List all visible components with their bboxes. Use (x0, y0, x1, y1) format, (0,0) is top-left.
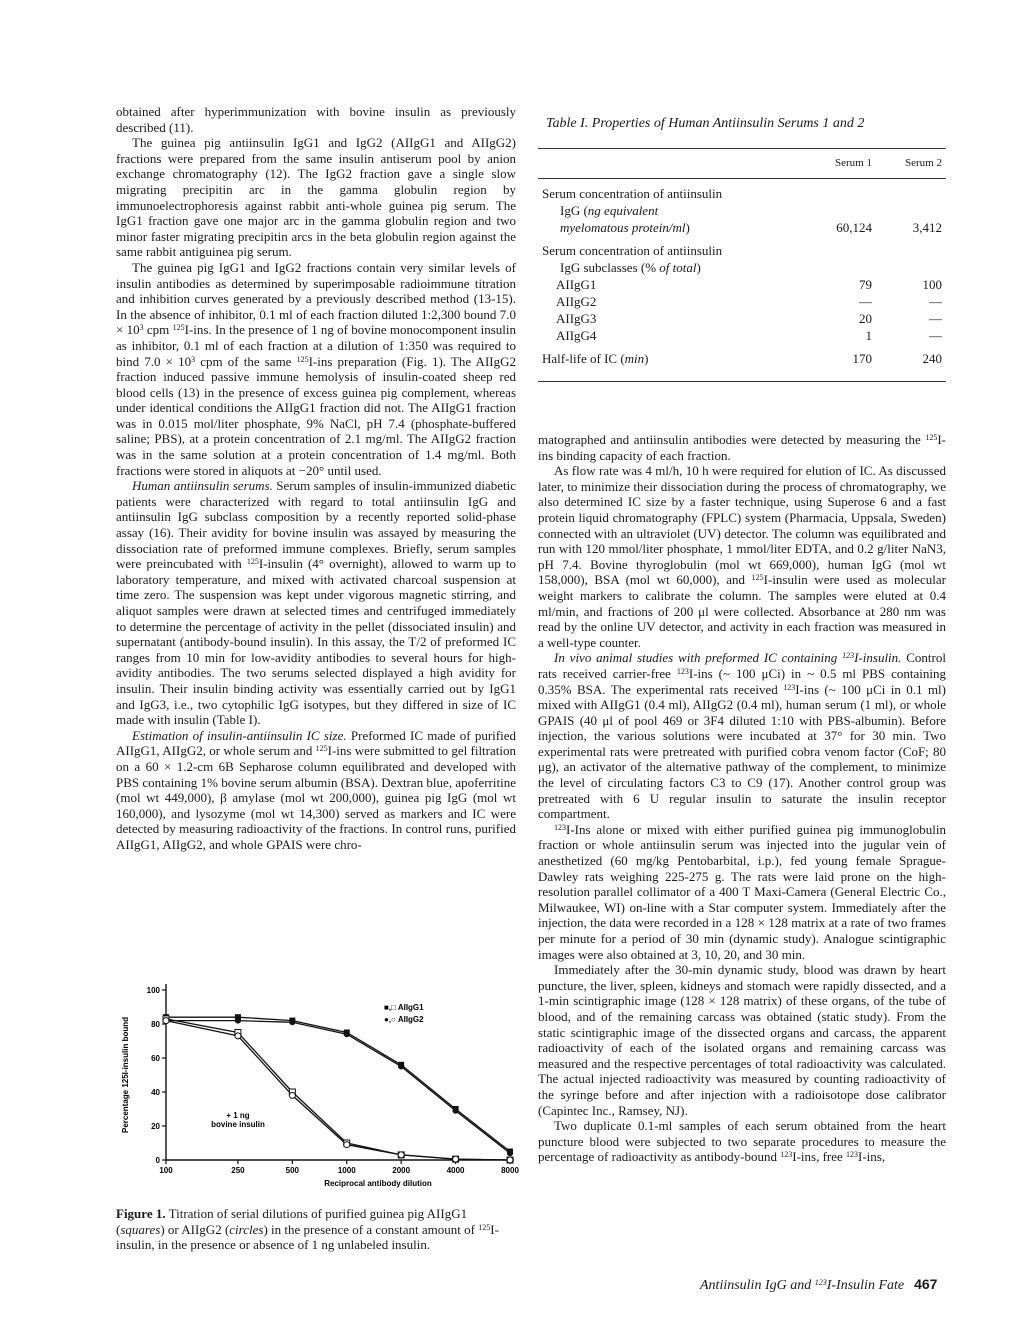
x-tick-label: 1000 (337, 1166, 356, 1175)
y-tick-label: 40 (151, 1088, 160, 1097)
chart-labels (121, 986, 519, 1188)
paragraph: Two duplicate 0.1-ml samples of each serum obtained from the heart puncture blood were subjected to two separate procedures to measure the percentage of radioactivity as antibody-bound $^{123}$I-ins, free $^{123}$I-ins, (538, 1118, 946, 1165)
data-point-circle (507, 1157, 513, 1163)
paragraph: $^{123}$I-Ins alone or mixed with either purified guinea pig immunoglobulin fraction or whole antiinsulin serum was injected into the jugular vein of anesthetized (60 mg/kg Pentobarbital, i.p.), fed young female Sprague-Dawley rats weighing 225-275 g. The rats were laid prone on the high-resolution parallel collimator of a 400 T Maxi-Camera (General Electric Co., Milwaukee, WI) on-line with a Star computer system. Immediately after the injection, the data were recorded in a 128 × 128 matrix at a rate of two frames per minute for a period of 30 min (dynamic study). Analogue scintigraphic images were also obtained at 3, 10, 20, and 30 min. (538, 821, 946, 962)
y-tick-label: 60 (151, 1054, 160, 1063)
running-footer (700, 1276, 937, 1294)
y-tick-label: 0 (155, 1156, 160, 1165)
series-line (166, 1021, 510, 1160)
legend-entry: ●,○ AIIgG2 (384, 1015, 424, 1024)
table-row: Serum concentration of antiinsulin IgG (ng equivalent myelomatous protein/ml) 60,124 3,412 (542, 186, 942, 235)
column-header: Serum 2 (905, 157, 942, 169)
x-tick-label: 4000 (446, 1166, 465, 1175)
data-point-circle (235, 1033, 241, 1039)
section-heading: In vivo animal studies with preformed IC containing $^{123}$I-insulin. (554, 650, 902, 666)
data-point-circle (344, 1031, 350, 1037)
y-tick-label: 80 (151, 1020, 160, 1029)
paragraph: Human antiinsulin serums. Serum samples of insulin-immunized diabetic patients were characterized with regard to total antiinsulin IgG and antiinsulin IgG subclass composition by a recently reported solid-phase assay (16). Their avidity for bovine insulin was assayed by measuring the dissociation rate of preformed immune complexes. Briefly, serum samples were preincubated with $^{125}$I-insulin (4° overnight), allowed to warm up to laboratory temperature, and mixed with activated charcoal suspension at time zero. The suspension was kept under vigorous magnetic stirring, and aliquot samples were drawn at selected times and centrifuged immediately to determine the percentage of activity in the pellet (dissociated insulin) and supernatant (antibody-bound insulin). In this assay, the T/2 of preformed IC ranges from 10 min for low-avidity antibodies to several hours for high-avidity antibodies. The two serums selected displayed a high avidity for insulin. Their insulin binding activity was essentially carried out by IgG1 and IgG3, i.e., two cytophilic IgG isotypes, but they differed in size of IC made with insulin (Table I). (116, 478, 516, 728)
annotation-text: + 1 ng (226, 1111, 250, 1120)
data-point-circle (235, 1018, 241, 1024)
x-tick-label: 250 (231, 1166, 245, 1175)
data-point-circle (453, 1108, 459, 1114)
section-heading: Human antiinsulin serums. (132, 478, 273, 494)
x-tick-label: 2000 (392, 1166, 411, 1175)
table-row: AIIgG3 20 — (556, 311, 942, 326)
paragraph: Estimation of insulin-antiinsulin IC size. Preformed IC made of purified AIIgG1, AIIgG2, or whole serum and $^{125}$I-ins were submitted to gel filtration on a 60 × 1.2-cm 6B Sepharose column equilibrated and developed with PBS containing 1% bovine serum albumin (BSA). Dextran blue, apoferritine (mol wt 449,000), β amylase (mol wt 200,000), guinea pig IgG (mol wt 160,000), and lysozyme (mol wt 14,300) served as markers and IC were detected by measuring radioactivity of the fractions. In control runs, purified AIIgG1, AIIgG2, and whole GPAIS were chro- (116, 727, 516, 852)
data-point-circle (289, 1092, 295, 1098)
x-axis-label: Reciprocal antibody dilution (324, 1179, 432, 1188)
table-1 (538, 116, 946, 382)
left-column (116, 104, 516, 853)
y-tick-label: 20 (151, 1122, 160, 1131)
paragraph: The guinea pig IgG1 and IgG2 fractions contain very similar levels of insulin antibodies as determined by superimposable radioimmune titration and inhibition curves generated by a previously described method (13-15). In the absence of inhibitor, 0.1 ml of each fraction diluted 1:2,300 bound $7.0 \times 10^3$ cpm $^{125}$I-ins. In the presence of 1 ng of bovine monocomponent insulin as inhibitor, 0.1 ml of each fraction at a dilution of 1:350 was required to bind $7.0 \times 10^3$ cpm of the same $^{125}$I-ins preparation (Fig. 1). The AIIgG2 fraction induced passive immune hemolysis of insulin-coated sheep red blood cells (13) in the presence of excess guinea pig complement, whereas under identical conditions the AIIgG1 fraction did not. The AIIgG1 fraction was in 0.015 mol/liter phosphate, 9% NaCl, pH 7.4 (phosphate-buffered saline; PBS), at a protein concentration of 2.1 mg/ml. The AIIgG2 fraction was in the same solution at a protein concentration of 1.4 mg/ml. Both fractions were stored in aliquots at −20° until used. (116, 259, 516, 478)
table-row: AIIgG1 79 100 (556, 277, 942, 292)
column-header: Serum 1 (835, 157, 872, 169)
titration-chart (116, 972, 520, 1202)
paragraph: The guinea pig antiinsulin IgG1 and IgG2 (AIIgG1 and AIIgG2) fractions were prepared from the same insulin antiserum pool by anion exchange chromatography (12). The IgG2 fraction gave a single slow migrating precipitin arc in the gamma globulin region by immunoelectrophoresis against rabbit anti-whole guinea pig serum. The IgG1 fraction gave one major arc in the gamma globulin region and two minor faster migrating precipitin arcs in the beta globulin region against the same rabbit antiguinea pig serum. (116, 135, 516, 260)
y-tick-label: 100 (146, 986, 160, 995)
paragraph: matographed and antiinsulin antibodies were detected by measuring the $^{125}$I-ins binding capacity of each fraction. (538, 432, 946, 463)
figure-caption: Figure 1. Titration of serial dilutions of purified guinea pig AIIgG1 (squares) or AIIgG2 (circles) in the presence of a constant amount of $^{125}$I-insulin, in the presence or absence of 1 ng unlabeled insulin. (116, 1206, 499, 1253)
paragraph: Immediately after the 30-min dynamic study, blood was drawn by heart puncture, the liver, spleen, kidneys and stomach were rapidly dissected, and a 1-min scintigraphic image (128 × 128 matrix) of these organs, of the tube of blood, and of the remaining carcass was obtained (static study). From the static scintigraphic image of the dissected organs and carcass, the apparent radioactivity of each of the isolated organs and remaining carcass was measured and the respective percentages of total radioactivity was calculated. The actual injected radioactivity was measured by counting radioactivity of the syringe before and after injection with a radioisotope dose calibrator (Capintec Inc., Ramsey, NJ). (538, 962, 946, 1118)
data-point-circle (344, 1142, 350, 1148)
x-tick-label: 8000 (501, 1166, 519, 1175)
annotation-text: bovine insulin (211, 1120, 265, 1129)
paragraph: obtained after hyperimmunization with bovine insulin as previously described (11). (116, 104, 516, 135)
table-row: Half-life of IC (min) 170 240 (542, 351, 942, 366)
data-point-circle (163, 1018, 169, 1024)
series-line (166, 1019, 510, 1160)
table-row: AIIgG2 — — (556, 294, 942, 309)
table-row: Serum concentration of antiinsulin IgG subclasses (% of total) (542, 243, 723, 275)
data-point-circle (398, 1064, 404, 1070)
table-caption: Table I. Properties of Human Antiinsulin Serums 1 and 2 (546, 116, 865, 131)
right-column (538, 432, 946, 1165)
data-point-circle (453, 1156, 459, 1162)
legend-entry: ■,□ AIIgG1 (384, 1003, 424, 1012)
paragraph: As flow rate was 4 ml/h, 10 h were required for elution of IC. As discussed later, to minimize their dissociation during the process of chromatography, we also determined IC size by a faster technique, using Superose 6 and a fast protein liquid chromatography (FPLC) system (Pharmacia, Uppsala, Sweden) connected with an ultraviolet (UV) detector. The column was equilibrated and run with 120 mmol/liter phosphate, 1 mmol/liter EDTA, and 0.2 g/liter NaN3, pH 7.4. Bovine thyroglobulin (mol wt 669,000), human IgG (mol wt 158,000), BSA (mol wt 60,000), and $^{125}$I-insulin were used as molecular weight markers to calibrate the column. The samples were eluted at 0.4 ml/min, and fractions of 200 μl were collected. Absorbance at 280 nm was read by the online UV detector, and activity in each fraction was measured in a well-type counter. (538, 463, 946, 650)
data-point-circle (398, 1152, 404, 1158)
figure-1-chart (116, 972, 520, 1202)
table-row: AIIgG4 1 — (556, 328, 942, 343)
x-tick-label: 500 (285, 1166, 300, 1175)
section-heading: Estimation of insulin-antiinsulin IC size. (132, 727, 347, 743)
series-line (166, 1021, 510, 1154)
paragraph: In vivo animal studies with preformed IC containing $^{123}$I-insulin. Control rats received carrier-free $^{123}$I-ins (~ 100 μCi) in ~ 0.5 ml PBS containing 0.35% BSA. The experimental rats received $^{123}$I-ins (~ 100 μCi in 0.1 ml) mixed with AIIgG1 (0.4 ml), AIIgG2 (0.4 ml), human serum (1 ml), or whole GPAIS (40 μl of pool 469 or 3F4 diluted 1:10 with PBS-albumin). Before injection, the various solutions were incubated at 37° for 30 min. Two experimental rats were pretreated with purified cobra venom factor (CoF; 80 μg), an activator of the alternative pathway of the complement, to minimize the level of circulating factors C3 to C9 (17). Another control group was pretreated with 6 U regular insulin to saturate the insulin receptor compartment. (538, 650, 946, 822)
y-axis-label: Percentage 125I-insulin bound (121, 1016, 130, 1134)
data-point-circle (289, 1019, 295, 1025)
page-number: 467 (914, 1276, 938, 1292)
x-tick-label: 100 (159, 1166, 173, 1175)
series-line (166, 1017, 510, 1151)
chart-markers (163, 1014, 513, 1163)
properties-table (538, 149, 946, 381)
data-point-circle (507, 1150, 513, 1156)
chart-series-lines (166, 1017, 510, 1160)
running-title: Antiinsulin IgG and $^{123}$I-Insulin Fate (700, 1278, 905, 1293)
